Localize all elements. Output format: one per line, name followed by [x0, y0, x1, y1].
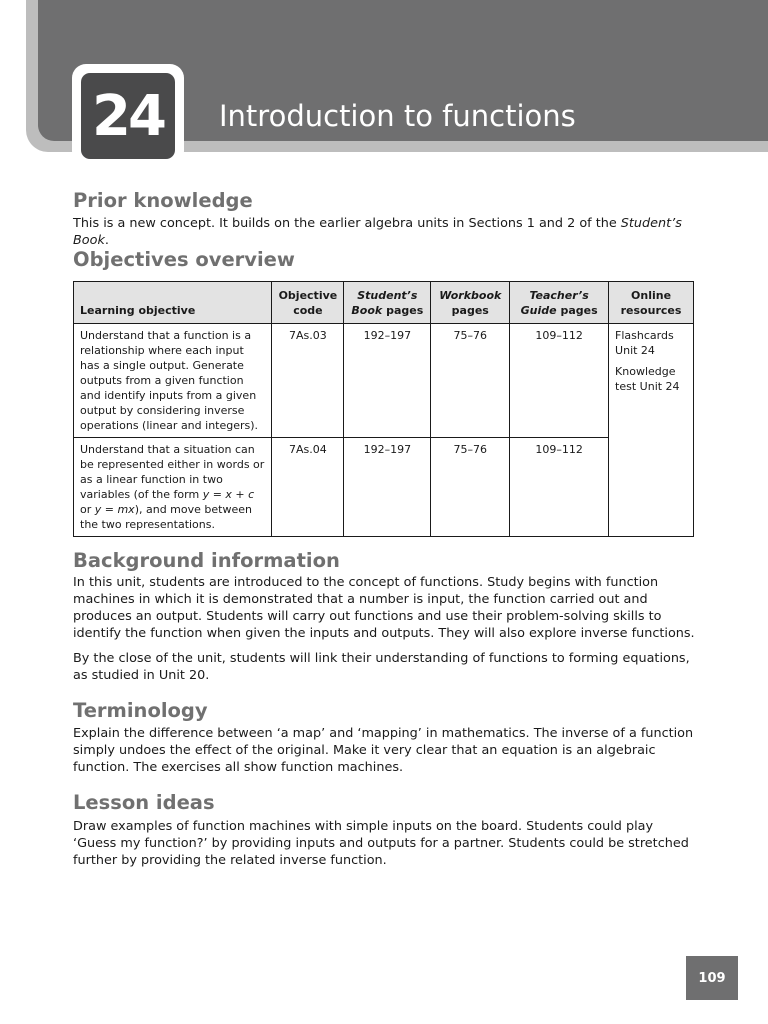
col-online-resources: Online resources [609, 282, 694, 324]
unit-title: Introduction to functions [219, 99, 576, 133]
table-row [74, 438, 694, 537]
col-objective-code: Objective code [272, 282, 344, 324]
book-title: Student’s Book [73, 216, 682, 248]
background-paragraph-2: By the close of the unit, students will link their understanding of functions to forming equations, as studied in Unit 20. [73, 651, 690, 683]
col-learning-objective: Learning objective [74, 282, 272, 324]
background-heading: Background information [73, 549, 340, 572]
objective-text: Understand that a situation can be represented either in words or as a linear function in two variables (of the form y = x + c or y = mx), and move between the two representations. [74, 438, 272, 537]
col-students-book-pages: Student’s Book pages [344, 282, 431, 324]
objective-text: Understand that a function is a relationship where each input has a single output. Generate outputs from a given function and identify inputs from a given output by considering inverse operations (linear and integers). [74, 324, 272, 438]
page-number: 109 [686, 956, 738, 1000]
workbook-pages: 75–76 [431, 438, 510, 537]
terminology-text: Explain the difference between ‘a map’ and ‘mapping’ in mathematics. The inverse of a function simply undoes the effect of the original. Make it very clear that an equation is an algebraic function. The exercises all show function machines. [73, 726, 694, 775]
terminology-heading: Terminology [73, 699, 208, 722]
col-teachers-guide-pages: Teacher’s Guide pages [510, 282, 609, 324]
online-resources-cell [609, 324, 694, 537]
lesson-ideas-text: Draw examples of function machines with simple inputs on the board. Students could play ‘Guess my function?’ by providing inputs and outputs for a partner. Students could be stretched further by providing the related inverse function. [73, 819, 689, 868]
formula-linear: y = x + c [202, 488, 255, 501]
teachers-guide-pages: 109–112 [510, 324, 609, 438]
resource-knowledge-test: Knowledge test Unit 24 [615, 365, 680, 393]
col-workbook-pages: Workbook pages [431, 282, 510, 324]
teachers-guide-pages: 109–112 [510, 438, 609, 537]
prior-knowledge-heading: Prior knowledge [73, 189, 253, 212]
students-book-pages: 192–197 [344, 438, 431, 537]
objective-code: 7As.04 [272, 438, 344, 537]
unit-number: 24 [81, 73, 175, 159]
workbook-pages: 75–76 [431, 324, 510, 438]
formula-proportional: y = mx [94, 503, 135, 516]
objective-code: 7As.03 [272, 324, 344, 438]
background-paragraph-1: In this unit, students are introduced to the concept of functions. Study begins with function machines in which it is demonstrated that a number is input, the function carried out and produces an output. Students will carry out functions and use their problem-solving skills to identify the function when given the inputs and outputs. They will also explore inverse functions. [73, 575, 695, 641]
prior-knowledge-text: This is a new concept. It builds on the earlier algebra units in Sections 1 and 2 of the Student’s Book. [73, 216, 682, 248]
table-row [74, 324, 694, 438]
students-book-pages: 192–197 [344, 324, 431, 438]
lesson-ideas-heading: Lesson ideas [73, 791, 215, 814]
table-header-row [74, 282, 694, 324]
objectives-table [73, 281, 694, 537]
objectives-heading: Objectives overview [73, 248, 295, 271]
resource-flashcards: Flashcards Unit 24 [615, 329, 674, 357]
